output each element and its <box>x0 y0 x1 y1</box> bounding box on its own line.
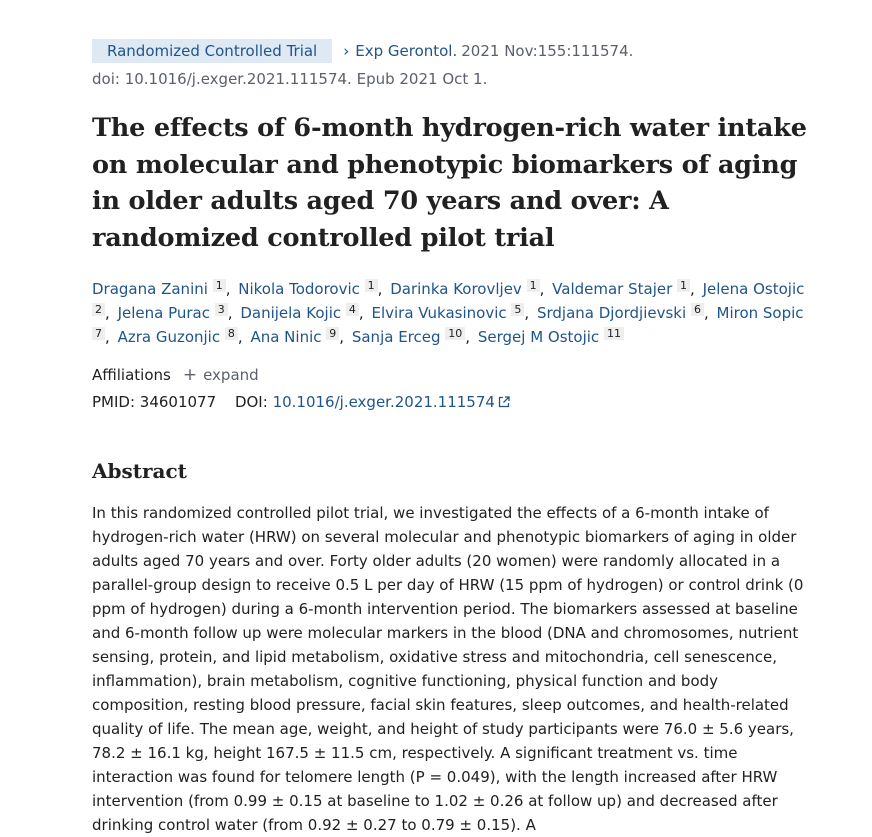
author-name: Darinka Korovljev <box>390 280 522 298</box>
article-meta <box>92 38 814 64</box>
author-separator: , <box>237 328 243 346</box>
chevron-right-icon: › <box>343 42 350 60</box>
author-name: Valdemar Stajer <box>552 280 673 298</box>
author-name: Srdjana Djordjievski <box>536 304 687 322</box>
author-name: Ana Ninic <box>250 328 322 346</box>
author-name: Dragana Zanini <box>92 280 208 298</box>
author-separator: , <box>105 328 110 346</box>
affiliation-number[interactable]: 4 <box>346 303 359 316</box>
author-separator: , <box>539 280 545 298</box>
author-link[interactable] <box>371 304 524 322</box>
pmid-label: PMID: <box>92 393 136 411</box>
author-separator: , <box>339 328 345 346</box>
affiliation-number[interactable]: 11 <box>604 327 624 340</box>
author-separator: , <box>524 304 530 322</box>
author-separator: , <box>358 304 364 322</box>
abstract-text: In this randomized controlled pilot trial, we investigated the effects of a 6-month intake of hydrogen-rich water (HRW) on several molecular and phenotypic biomarkers of aging in older adults aged 70 years and over. Forty older adults (20 women) were randomly allocated in a parallel-group design to receive 0.5 L per day of HRW (15 ppm of hydrogen) or control drink (0 ppm of hydrogen) during a 6-month intervention period. The biomarkers assessed at baseline and 6-month follow up were molecular markers in the blood (DNA and chromosomes, nutrient sensing, protein, and lipid metabolism, oxidative stress and mitochondria, cell senescence, inflammation), brain metabolism, cognitive functioning, physical function and body composition, resting blood pressure, facial skin features, sleep outcomes, and health-related quality of life. The mean age, weight, and height of study participants were 76.0 ± 5.6 years, 78.2 ± 16.1 kg, height 167.5 ± 11.5 cm, respectively. A significant treatment vs. time interaction was found for telomere length (P = 0.049), with the length increased after HRW intervention (from 0.99 ± 0.15 at baseline to 1.02 ± 0.26 at follow up) and decreased after drinking control water (from 0.92 ± 0.27 to 0.79 ± 0.15). A <box>92 504 804 834</box>
citation-text: 2021 Nov:155:111574. <box>461 42 634 60</box>
doi-link-text: 10.1016/j.exger.2021.111574 <box>272 393 495 411</box>
author-name: Danijela Kojic <box>240 304 342 322</box>
author-name: Sanja Erceg <box>351 328 441 346</box>
doi-label: DOI: <box>234 393 268 411</box>
author-name: Jelena Ostojic <box>702 280 805 298</box>
affiliation-number[interactable]: 3 <box>215 303 228 316</box>
article-content <box>92 38 814 837</box>
affiliation-number[interactable]: 6 <box>691 303 704 316</box>
publication-type-badge[interactable]: Randomized Controlled Trial <box>92 39 332 63</box>
identifiers-row <box>92 390 814 414</box>
affiliation-number[interactable]: 1 <box>527 279 540 292</box>
affiliations-expand-button[interactable] <box>183 363 259 387</box>
affiliation-number[interactable]: 1 <box>677 279 690 292</box>
external-link-icon <box>498 396 510 408</box>
affiliation-number[interactable]: 1 <box>213 279 226 292</box>
author-separator: , <box>690 280 695 298</box>
pmid-value: 34601077 <box>139 393 217 411</box>
author-name: Elvira Vukasinovic <box>371 304 507 322</box>
author-name: Jelena Purac <box>117 304 210 322</box>
author-name: Nikola Todorovic <box>238 280 360 298</box>
author-separator: , <box>703 304 709 322</box>
plus-icon: + <box>182 365 198 385</box>
author-link[interactable] <box>238 280 377 298</box>
author-link[interactable] <box>92 280 226 298</box>
author-link[interactable] <box>552 280 690 298</box>
author-separator: , <box>465 328 471 346</box>
author-separator: , <box>377 280 383 298</box>
author-separator: , <box>105 304 110 322</box>
doi-link[interactable] <box>273 393 510 411</box>
doi-epub-text: doi: 10.1016/j.exger.2021.111574. Epub 2021 Oct 1. <box>92 70 488 88</box>
affiliation-number[interactable]: 7 <box>92 327 105 340</box>
affiliation-number[interactable]: 10 <box>445 327 465 340</box>
author-link[interactable] <box>352 328 465 346</box>
author-name: Azra Guzonjic <box>117 328 221 346</box>
affiliation-number[interactable]: 1 <box>365 279 378 292</box>
author-link[interactable] <box>537 304 704 322</box>
affiliation-number[interactable]: 2 <box>92 303 105 316</box>
author-link[interactable] <box>118 304 228 322</box>
affiliation-number[interactable]: 8 <box>225 327 238 340</box>
affiliations-row <box>92 363 814 387</box>
author-name: Miron Sopic <box>716 304 804 322</box>
author-list <box>92 277 814 349</box>
affiliation-number[interactable]: 9 <box>326 327 339 340</box>
abstract-heading: Abstract <box>92 459 187 483</box>
author-link[interactable] <box>390 280 539 298</box>
author-link[interactable] <box>250 328 339 346</box>
expand-label: expand <box>203 366 259 384</box>
author-separator: , <box>225 280 231 298</box>
author-link[interactable] <box>118 328 238 346</box>
affiliations-label: Affiliations <box>92 366 171 384</box>
author-name: Sergej M Ostojic <box>477 328 600 346</box>
author-separator: , <box>227 304 233 322</box>
journal-link[interactable]: Exp Gerontol. <box>355 42 458 60</box>
author-link[interactable] <box>240 304 359 322</box>
affiliation-number[interactable]: 5 <box>511 303 524 316</box>
article-title: The effects of 6-month hydrogen-rich water intake on molecular and phenotypic biomarkers of aging in older adults aged 70 years and over: A randomized controlled pilot trial <box>92 113 807 253</box>
author-link[interactable] <box>478 328 624 346</box>
